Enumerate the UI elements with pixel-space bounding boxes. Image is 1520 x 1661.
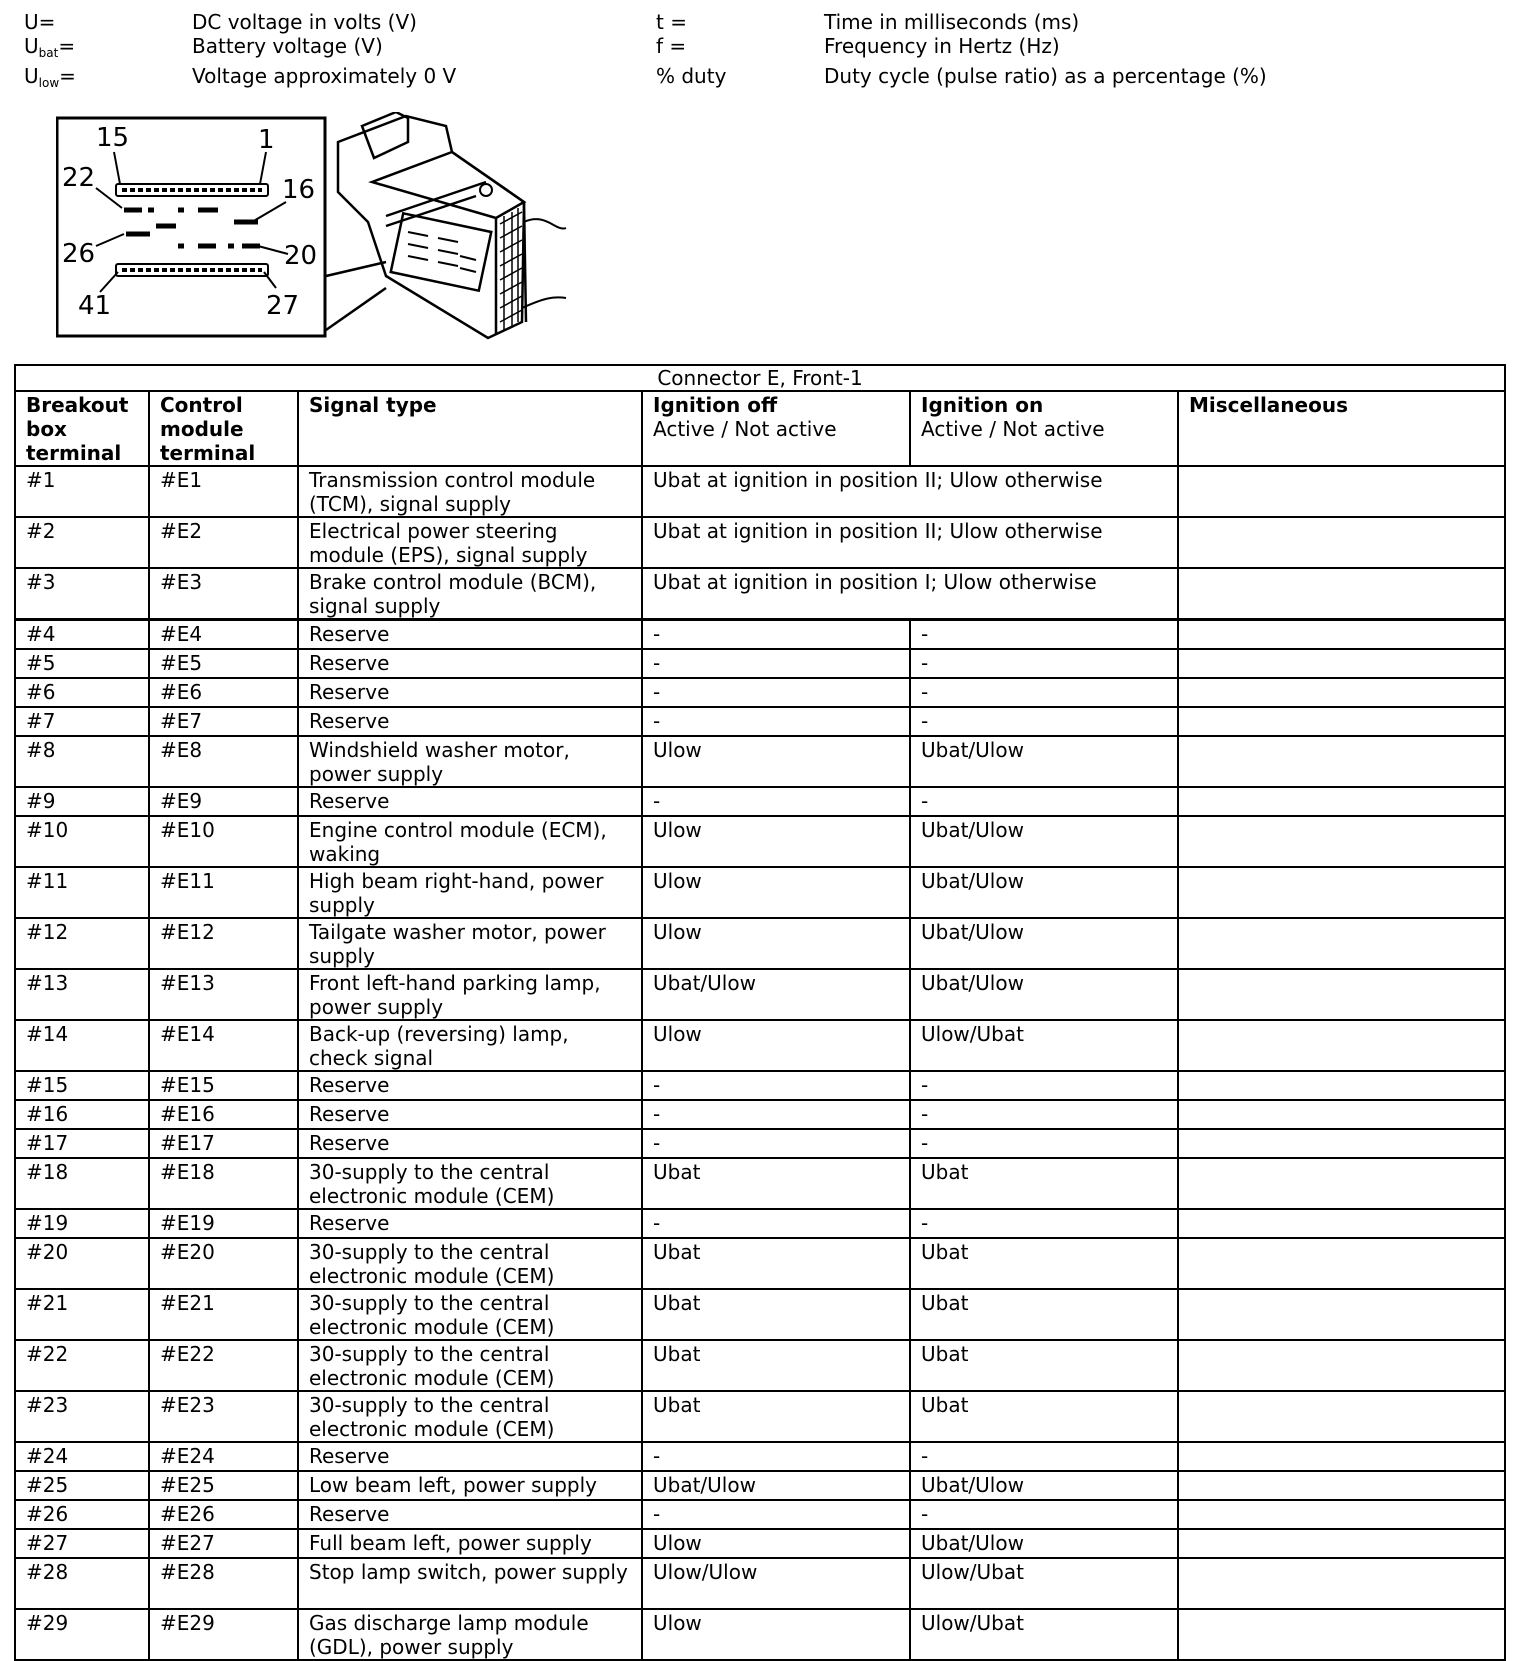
cell-ignition-on: - bbox=[910, 1500, 1178, 1529]
header-ignition-on: Ignition on Active / Not active bbox=[910, 391, 1178, 466]
pin-label-27: 27 bbox=[266, 291, 300, 321]
legend-u-desc: DC voltage in volts (V) bbox=[192, 10, 417, 34]
table-row bbox=[15, 1471, 1505, 1500]
table-row bbox=[15, 1558, 1505, 1609]
cell-breakout-terminal: #23 bbox=[15, 1391, 149, 1442]
pin-label-26: 26 bbox=[62, 239, 96, 269]
table-row bbox=[15, 816, 1505, 867]
cell-signal-type: Reserve bbox=[298, 1209, 642, 1238]
table-row bbox=[15, 707, 1505, 736]
cell-ignition-on: Ubat/Ulow bbox=[910, 1471, 1178, 1500]
cell-miscellaneous bbox=[1178, 620, 1505, 650]
cell-ignition-on: Ubat/Ulow bbox=[910, 1529, 1178, 1558]
cell-control-terminal: #E6 bbox=[149, 678, 298, 707]
cell-miscellaneous bbox=[1178, 1471, 1505, 1500]
cell-breakout-terminal: #29 bbox=[15, 1609, 149, 1660]
cell-ignition-on: - bbox=[910, 1209, 1178, 1238]
legend-duty-symbol: % duty bbox=[656, 64, 727, 88]
cell-ignition-on: - bbox=[910, 707, 1178, 736]
cell-ignition-off: Ulow bbox=[642, 736, 910, 787]
cell-miscellaneous bbox=[1178, 1500, 1505, 1529]
cell-ignition-off: - bbox=[642, 678, 910, 707]
cell-signal-type: Reserve bbox=[298, 1500, 642, 1529]
cell-ignition-off: Ulow bbox=[642, 1529, 910, 1558]
cell-control-terminal: #E11 bbox=[149, 867, 298, 918]
table-row bbox=[15, 1071, 1505, 1100]
cell-ignition-off: Ulow bbox=[642, 918, 910, 969]
table-row bbox=[15, 1609, 1505, 1660]
cell-breakout-terminal: #25 bbox=[15, 1471, 149, 1500]
cell-signal-type: Transmission control module (TCM), signal supply bbox=[298, 466, 642, 517]
cell-miscellaneous bbox=[1178, 969, 1505, 1020]
connector-3d-drawing bbox=[326, 112, 566, 338]
cell-ignition-on: Ubat/Ulow bbox=[910, 969, 1178, 1020]
cell-ignition-on: - bbox=[910, 1442, 1178, 1471]
cell-control-terminal: #E18 bbox=[149, 1158, 298, 1209]
cell-control-terminal: #E16 bbox=[149, 1100, 298, 1129]
cell-miscellaneous bbox=[1178, 1071, 1505, 1100]
cell-miscellaneous bbox=[1178, 867, 1505, 918]
cell-breakout-terminal: #14 bbox=[15, 1020, 149, 1071]
cell-ignition-on: - bbox=[910, 620, 1178, 650]
cell-signal-type: 30-supply to the central electronic module (CEM) bbox=[298, 1238, 642, 1289]
cell-miscellaneous bbox=[1178, 1129, 1505, 1158]
cell-breakout-terminal: #11 bbox=[15, 867, 149, 918]
cell-signal-type: Gas discharge lamp module (GDL), power supply bbox=[298, 1609, 642, 1660]
cell-breakout-terminal: #28 bbox=[15, 1558, 149, 1609]
table-row bbox=[15, 517, 1505, 568]
table-row bbox=[15, 678, 1505, 707]
cell-control-terminal: #E2 bbox=[149, 517, 298, 568]
cell-miscellaneous bbox=[1178, 678, 1505, 707]
cell-miscellaneous bbox=[1178, 1558, 1505, 1609]
cell-miscellaneous bbox=[1178, 1529, 1505, 1558]
cell-control-terminal: #E17 bbox=[149, 1129, 298, 1158]
cell-ignition-off: Ubat bbox=[642, 1391, 910, 1442]
cell-control-terminal: #E19 bbox=[149, 1209, 298, 1238]
cell-ignition-off: Ubat bbox=[642, 1238, 910, 1289]
cell-control-terminal: #E27 bbox=[149, 1529, 298, 1558]
cell-breakout-terminal: #17 bbox=[15, 1129, 149, 1158]
cell-ignition-off: - bbox=[642, 787, 910, 816]
cell-breakout-terminal: #6 bbox=[15, 678, 149, 707]
legend-ulow-symbol: $U_{low}=$ bbox=[24, 64, 76, 90]
cell-signal-type: 30-supply to the central electronic module (CEM) bbox=[298, 1158, 642, 1209]
cell-ignition-on: - bbox=[910, 649, 1178, 678]
cell-miscellaneous bbox=[1178, 1238, 1505, 1289]
legend-f-symbol: f = bbox=[656, 34, 687, 58]
cell-breakout-terminal: #15 bbox=[15, 1071, 149, 1100]
cell-control-terminal: #E8 bbox=[149, 736, 298, 787]
connector-diagram bbox=[56, 112, 596, 352]
header-ignition-off: Ignition off Active / Not active bbox=[642, 391, 910, 466]
table-row bbox=[15, 736, 1505, 787]
table-row bbox=[15, 1500, 1505, 1529]
cell-ignition-on: - bbox=[910, 1100, 1178, 1129]
cell-ignition-off: - bbox=[642, 1071, 910, 1100]
table-row bbox=[15, 1529, 1505, 1558]
cell-signal-type: Windshield washer motor, power supply bbox=[298, 736, 642, 787]
legend-f-desc: Frequency in Hertz (Hz) bbox=[824, 34, 1060, 58]
cell-breakout-terminal: #20 bbox=[15, 1238, 149, 1289]
cell-ignition-off: Ubat bbox=[642, 1158, 910, 1209]
cell-breakout-terminal: #22 bbox=[15, 1340, 149, 1391]
cell-ignition-off: Ulow bbox=[642, 1609, 910, 1660]
legend-u-symbol: U= bbox=[24, 10, 56, 34]
cell-breakout-terminal: #7 bbox=[15, 707, 149, 736]
table-row bbox=[15, 1391, 1505, 1442]
cell-breakout-terminal: #19 bbox=[15, 1209, 149, 1238]
pin-label-20: 20 bbox=[284, 241, 318, 271]
cell-ignition-on: Ubat bbox=[910, 1289, 1178, 1340]
cell-ignition-off: - bbox=[642, 1100, 910, 1129]
cell-miscellaneous bbox=[1178, 466, 1505, 517]
cell-control-terminal: #E3 bbox=[149, 568, 298, 620]
cell-control-terminal: #E10 bbox=[149, 816, 298, 867]
table-row bbox=[15, 1340, 1505, 1391]
cell-signal-type: Electrical power steering module (EPS), signal supply bbox=[298, 517, 642, 568]
cell-control-terminal: #E4 bbox=[149, 620, 298, 650]
cell-ignition-off: - bbox=[642, 1500, 910, 1529]
cell-signal-type: Engine control module (ECM), waking bbox=[298, 816, 642, 867]
cell-ignition-off: - bbox=[642, 707, 910, 736]
cell-ignition-on: - bbox=[910, 787, 1178, 816]
cell-signal-type: 30-supply to the central electronic module (CEM) bbox=[298, 1289, 642, 1340]
table-row bbox=[15, 1289, 1505, 1340]
cell-breakout-terminal: #4 bbox=[15, 620, 149, 650]
cell-control-terminal: #E5 bbox=[149, 649, 298, 678]
cell-ignition-on: Ubat bbox=[910, 1158, 1178, 1209]
cell-ignition-on: Ubat/Ulow bbox=[910, 867, 1178, 918]
table-row bbox=[15, 1158, 1505, 1209]
table-row bbox=[15, 620, 1505, 650]
cell-control-terminal: #E13 bbox=[149, 969, 298, 1020]
cell-ignition-on: Ulow/Ubat bbox=[910, 1020, 1178, 1071]
cell-ignition-on: Ubat bbox=[910, 1340, 1178, 1391]
legend-ulow-desc: Voltage approximately 0 V bbox=[192, 64, 457, 88]
cell-control-terminal: #E9 bbox=[149, 787, 298, 816]
cell-control-terminal: #E22 bbox=[149, 1340, 298, 1391]
legend-ubat-desc: Battery voltage (V) bbox=[192, 34, 383, 58]
cell-miscellaneous bbox=[1178, 736, 1505, 787]
cell-miscellaneous bbox=[1178, 1289, 1505, 1340]
cell-miscellaneous bbox=[1178, 787, 1505, 816]
cell-control-terminal: #E14 bbox=[149, 1020, 298, 1071]
cell-signal-type: Full beam left, power supply bbox=[298, 1529, 642, 1558]
cell-signal-type: 30-supply to the central electronic module (CEM) bbox=[298, 1340, 642, 1391]
cell-ignition-on: Ubat/Ulow bbox=[910, 736, 1178, 787]
cell-ignition-off: Ubat bbox=[642, 1289, 910, 1340]
header-miscellaneous: Miscellaneous bbox=[1178, 391, 1505, 466]
cell-signal-type: Back-up (reversing) lamp, check signal bbox=[298, 1020, 642, 1071]
cell-ignition-off: Ubat/Ulow bbox=[642, 969, 910, 1020]
legend-ubat-symbol: $U_{bat}=$ bbox=[24, 34, 76, 60]
cell-miscellaneous bbox=[1178, 707, 1505, 736]
cell-signal-type: High beam right-hand, power supply bbox=[298, 867, 642, 918]
cell-control-terminal: #E7 bbox=[149, 707, 298, 736]
table-row bbox=[15, 969, 1505, 1020]
cell-ignition-on: - bbox=[910, 1071, 1178, 1100]
cell-signal-type: 30-supply to the central electronic module (CEM) bbox=[298, 1391, 642, 1442]
cell-ignition-merged: Ubat at ignition in position I; Ulow otherwise bbox=[642, 568, 1178, 620]
cell-ignition-merged: Ubat at ignition in position II; Ulow otherwise bbox=[642, 517, 1178, 568]
cell-signal-type: Reserve bbox=[298, 1129, 642, 1158]
cell-miscellaneous bbox=[1178, 918, 1505, 969]
table-caption-row bbox=[15, 365, 1505, 391]
cell-signal-type: Reserve bbox=[298, 620, 642, 650]
cell-ignition-on: - bbox=[910, 1129, 1178, 1158]
table-row bbox=[15, 1020, 1505, 1071]
cell-ignition-on: Ubat bbox=[910, 1391, 1178, 1442]
cell-signal-type: Front left-hand parking lamp, power supply bbox=[298, 969, 642, 1020]
cell-breakout-terminal: #5 bbox=[15, 649, 149, 678]
cell-ignition-off: Ulow bbox=[642, 816, 910, 867]
cell-signal-type: Reserve bbox=[298, 707, 642, 736]
cell-miscellaneous bbox=[1178, 1158, 1505, 1209]
cell-breakout-terminal: #9 bbox=[15, 787, 149, 816]
pin-label-16: 16 bbox=[282, 175, 316, 205]
cell-breakout-terminal: #3 bbox=[15, 568, 149, 620]
cell-signal-type: Reserve bbox=[298, 787, 642, 816]
cell-miscellaneous bbox=[1178, 816, 1505, 867]
legend-t-symbol: t = bbox=[656, 10, 687, 34]
table-row bbox=[15, 568, 1505, 620]
cell-signal-type: Reserve bbox=[298, 1071, 642, 1100]
table-row bbox=[15, 1238, 1505, 1289]
cell-ignition-off: Ulow bbox=[642, 1020, 910, 1071]
pin-label-15: 15 bbox=[96, 123, 130, 153]
pin-middle-rows bbox=[124, 210, 260, 246]
cell-miscellaneous bbox=[1178, 649, 1505, 678]
cell-miscellaneous bbox=[1178, 1020, 1505, 1071]
cell-breakout-terminal: #10 bbox=[15, 816, 149, 867]
cell-ignition-on: Ubat/Ulow bbox=[910, 816, 1178, 867]
cell-breakout-terminal: #24 bbox=[15, 1442, 149, 1471]
table-header-row bbox=[15, 391, 1505, 466]
table-row bbox=[15, 787, 1505, 816]
cell-ignition-merged: Ubat at ignition in position II; Ulow otherwise bbox=[642, 466, 1178, 517]
cell-miscellaneous bbox=[1178, 568, 1505, 620]
cell-breakout-terminal: #8 bbox=[15, 736, 149, 787]
pin-label-22: 22 bbox=[62, 163, 96, 193]
cell-ignition-on: - bbox=[910, 678, 1178, 707]
cell-miscellaneous bbox=[1178, 1340, 1505, 1391]
legend-t-desc: Time in milliseconds (ms) bbox=[824, 10, 1080, 34]
table-row bbox=[15, 466, 1505, 517]
cell-signal-type: Reserve bbox=[298, 649, 642, 678]
cell-control-terminal: #E15 bbox=[149, 1071, 298, 1100]
connector-table bbox=[14, 364, 1506, 1661]
cell-breakout-terminal: #18 bbox=[15, 1158, 149, 1209]
table-row bbox=[15, 1129, 1505, 1158]
pin-label-1: 1 bbox=[258, 125, 275, 155]
cell-miscellaneous bbox=[1178, 517, 1505, 568]
cell-control-terminal: #E20 bbox=[149, 1238, 298, 1289]
cell-ignition-off: - bbox=[642, 1209, 910, 1238]
cell-ignition-on: Ubat bbox=[910, 1238, 1178, 1289]
cell-ignition-off: Ubat/Ulow bbox=[642, 1471, 910, 1500]
cell-control-terminal: #E28 bbox=[149, 1558, 298, 1609]
cell-control-terminal: #E12 bbox=[149, 918, 298, 969]
cell-breakout-terminal: #1 bbox=[15, 466, 149, 517]
cell-breakout-terminal: #21 bbox=[15, 1289, 149, 1340]
cell-breakout-terminal: #26 bbox=[15, 1500, 149, 1529]
table-caption: Connector E, Front-1 bbox=[15, 365, 1505, 391]
cell-miscellaneous bbox=[1178, 1100, 1505, 1129]
connector-table-body bbox=[15, 365, 1505, 1660]
cell-signal-type: Reserve bbox=[298, 1442, 642, 1471]
legend-duty-desc: Duty cycle (pulse ratio) as a percentage (%) bbox=[824, 64, 1267, 88]
cell-breakout-terminal: #12 bbox=[15, 918, 149, 969]
cell-control-terminal: #E1 bbox=[149, 466, 298, 517]
cell-signal-type: Brake control module (BCM), signal supply bbox=[298, 568, 642, 620]
cell-miscellaneous bbox=[1178, 1209, 1505, 1238]
cell-ignition-on: Ubat/Ulow bbox=[910, 918, 1178, 969]
header-control-module-terminal: Control module terminal bbox=[149, 391, 298, 466]
cell-ignition-off: - bbox=[642, 1442, 910, 1471]
cell-ignition-off: - bbox=[642, 620, 910, 650]
cell-signal-type: Low beam left, power supply bbox=[298, 1471, 642, 1500]
cell-miscellaneous bbox=[1178, 1609, 1505, 1660]
cell-miscellaneous bbox=[1178, 1442, 1505, 1471]
table-row bbox=[15, 867, 1505, 918]
cell-signal-type: Stop lamp switch, power supply bbox=[298, 1558, 642, 1609]
table-row bbox=[15, 1100, 1505, 1129]
cell-breakout-terminal: #13 bbox=[15, 969, 149, 1020]
cell-control-terminal: #E29 bbox=[149, 1609, 298, 1660]
cell-signal-type: Tailgate washer motor, power supply bbox=[298, 918, 642, 969]
cell-miscellaneous bbox=[1178, 1391, 1505, 1442]
table-row bbox=[15, 649, 1505, 678]
cell-control-terminal: #E23 bbox=[149, 1391, 298, 1442]
pin-label-41: 41 bbox=[78, 291, 112, 321]
cell-signal-type: Reserve bbox=[298, 1100, 642, 1129]
connector-cavities bbox=[408, 232, 476, 272]
cell-control-terminal: #E21 bbox=[149, 1289, 298, 1340]
table-row bbox=[15, 918, 1505, 969]
cell-ignition-off: Ubat bbox=[642, 1340, 910, 1391]
header-signal-type: Signal type bbox=[298, 391, 642, 466]
cell-ignition-off: - bbox=[642, 649, 910, 678]
cell-control-terminal: #E26 bbox=[149, 1500, 298, 1529]
header-breakout-box-terminal: Breakout box terminal bbox=[15, 391, 149, 466]
pin-number-labels bbox=[62, 123, 317, 321]
cell-control-terminal: #E25 bbox=[149, 1471, 298, 1500]
cell-ignition-on: Ulow/Ubat bbox=[910, 1558, 1178, 1609]
connector-back-grid bbox=[500, 208, 522, 330]
cell-control-terminal: #E24 bbox=[149, 1442, 298, 1471]
cell-signal-type: Reserve bbox=[298, 678, 642, 707]
cell-ignition-on: Ulow/Ubat bbox=[910, 1609, 1178, 1660]
table-row bbox=[15, 1442, 1505, 1471]
cell-ignition-off: Ulow/Ulow bbox=[642, 1558, 910, 1609]
table-row bbox=[15, 1209, 1505, 1238]
cell-breakout-terminal: #16 bbox=[15, 1100, 149, 1129]
cell-ignition-off: Ulow bbox=[642, 867, 910, 918]
cell-ignition-off: - bbox=[642, 1129, 910, 1158]
cell-breakout-terminal: #2 bbox=[15, 517, 149, 568]
cell-breakout-terminal: #27 bbox=[15, 1529, 149, 1558]
